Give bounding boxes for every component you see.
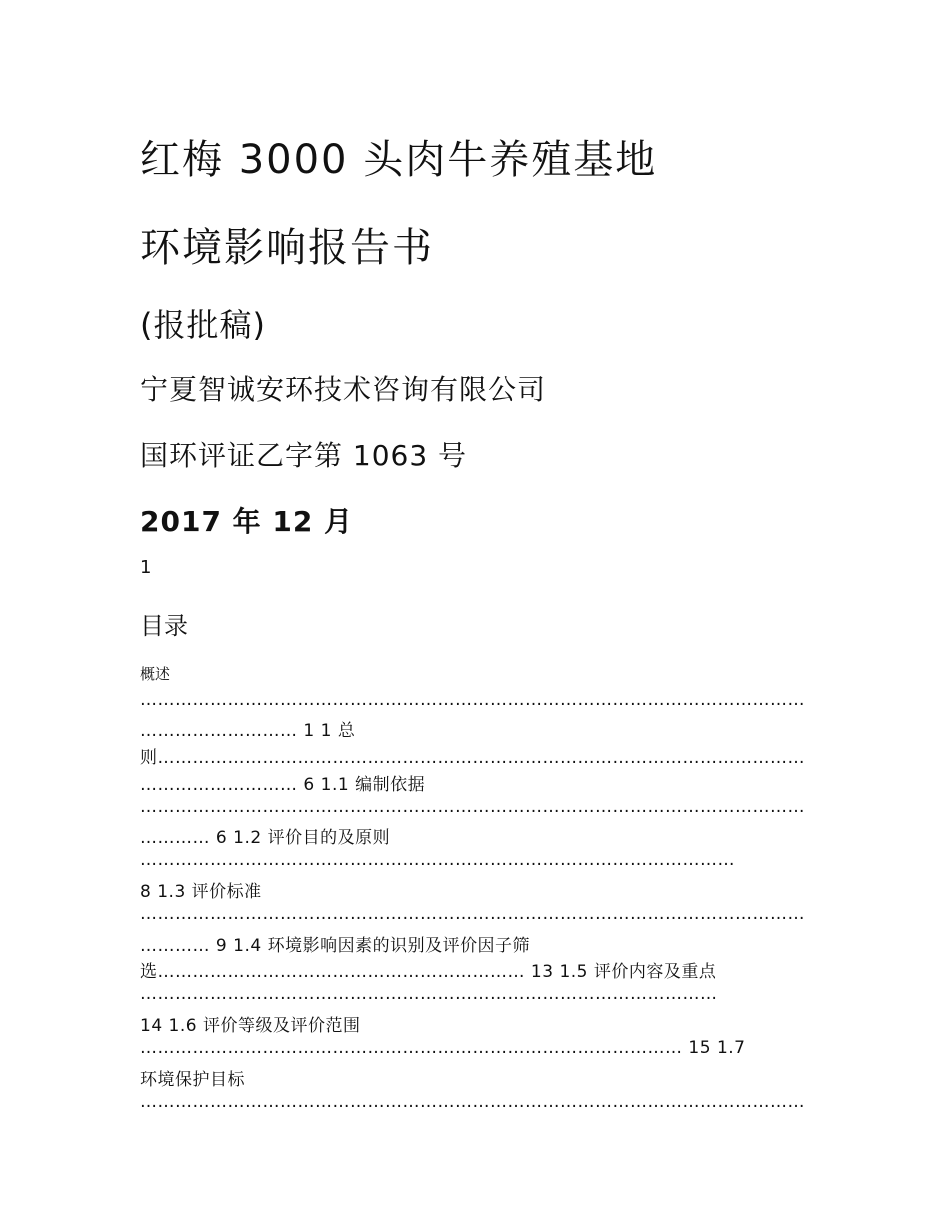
report-title-line1: 红梅 3000 头肉牛养殖基地 [140, 137, 658, 183]
toc-row: 8 1.3 评价标准 [140, 882, 262, 902]
toc-row: 则………………………………………………………………………………………………… [140, 748, 805, 768]
toc-row: ……………………… 6 1.1 编制依据 [140, 775, 426, 795]
toc-row: 14 1.6 评价等级及评价范围 [140, 1016, 361, 1036]
report-date: 2017 年 12 月 [140, 505, 354, 538]
toc-title: 目录 [140, 612, 188, 640]
report-title-line2: 环境影响报告书 [140, 225, 434, 271]
toc-row: …………………………………………………………………………………………………… [140, 797, 805, 817]
toc-row: ………………………………………………………………………………… 15 1.7 [140, 1038, 746, 1058]
company-name: 宁夏智诚安环技术咨询有限公司 [140, 373, 547, 406]
toc-row: 概述 [140, 665, 171, 683]
report-status-subtitle: (报批稿) [140, 306, 266, 344]
page-number: 1 [140, 557, 152, 578]
toc-row: …………………………………………………………………………………………………… [140, 1092, 805, 1112]
toc-row: ……………………………………………………………………………………… [140, 984, 718, 1004]
toc-row: 环境保护目标 [140, 1070, 245, 1090]
toc-row: ………… 9 1.4 环境影响因素的识别及评价因子筛 [140, 936, 531, 956]
toc-row: ……………………… 1 1 总 [140, 721, 356, 741]
toc-row: ………… 6 1.2 评价目的及原则 [140, 828, 391, 848]
toc-row: …………………………………………………………………………………………………… [140, 690, 805, 710]
toc-row: 选……………………………………………………… 13 1.5 评价内容及重点 [140, 962, 717, 982]
certificate-number: 国环评证乙字第 1063 号 [140, 439, 468, 472]
toc-row: ………………………………………………………………………………………… [140, 850, 735, 870]
toc-row: …………………………………………………………………………………………………… [140, 904, 805, 924]
